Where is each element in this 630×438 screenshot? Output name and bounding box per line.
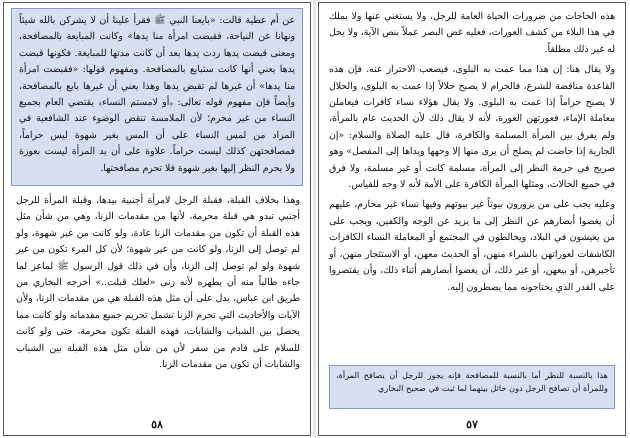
left-page [3,2,311,436]
body-paragraph: هذه الحاجات من ضرورات الحياة العامة للرجل، ولا يستغني عنها ولا يملك في هذا البلاء من كشف العورات، فعليه غض البصر عملاً بنص الآية، ولا يحل له غير ذلك مطلقاً. [329,11,615,55]
highlighted-passage-top [11,8,303,186]
page-number-right: ٥٧ [466,418,478,431]
right-page-body [329,9,615,300]
right-page [318,2,626,436]
left-page-body [16,193,300,373]
page-number-left: ٥٨ [151,418,163,431]
highlighted-paragraph: عن أم عطية قالت: «بايعنا النبي ﷺ فقرأ علينا أن لا يشركن بالله شيئاً ونهانا عن النياحة، فقبضت امرأة منا يدها» وكانت المبايعة بالمصافحة، ومعنى قبضت يدها ردت يدها بعد أن كانت مدتها للمبايعة. فكونها قبضت يدها يعني أنها كانت ستبايع بالمصافحة. ومفهوم قولها: «فقبضت امرأة منا يدها» أن غيرها لم تقبض يدها وهذا يعني أن غيرها بايع بالمصافحة، وأيضاً فإن مفهوم قوله تعالى: ﴿أو لامستم النساء﴾ يقتضي العام بجميع النساء من غير محرم؛ لأن الملامسة تنقض الوضوء عند الشافعية في المراد من لمس النساء على أن المس بغير شهوة ليس حراماً، فمصافحتهن كذلك ليست حراماً. علاوة على أن يد المرأة ليست بعورة ولا يحرم النظر إليها بغير شهوة فلا تحرم مصافحتها. [19,15,295,174]
body-paragraph: ولا يقال هنا: إن هذا مما عمت به البلوى، فيصعب الاحتراز عنه. فإن هذه القاعدة مناقضة للشرع، فالحرام لا يصبح حلالاً إذا عمت به البلوى، والحلال لا يصبح حراماً إذا عمت به البلوى. ولا يقال هؤلاء نساء كافرات فيعاملن معاملة الإماء، فعورتهن العورة، لأنه لا يقال ذلك لأن الحديث عام بالمرأة، ولم يفرق بين المرأة المسلمة والكافرة، قال عليه الصلاة والسلام: «إن الجارية إذا حاضت لم يصلح أن يرى منها إلا وجهها ويداها إلى المفصل» وهو صريح في حرمة النظر إلى المرأة، مسلمة كانت أو غير مسلمة، ولا فرق في جميع الحالات، ومثلها المرأة الكافرة على الأمة لأنه لا وجه للقياس. [329,64,615,191]
page-gutter [313,0,316,438]
body-paragraph: وعليه يجب على من يزورون بيوتاً غير بيوتهم وفيها نساء غير محارم، عليهم أن يغضوا أبصارهم عن النظر إلى ما يزيد عن الوجه والكفين، ويجب على من يعيشون في البلاد، ويخالطون في المجتمع أو المعاملة النساء الكافرات الكاشفات لعوراتهن بالشراء منهن، أو الحديث معهن، أو الاستئجار منهن، أو تأجيرهن، أو بيعهن، أو غير ذلك، أن يغضوا أبصارهم أثناء ذلك، وأن يقتصروا على القدر الذي يحتاجونه مما يضطرون إليه. [329,199,615,293]
highlighted-passage-bottom [329,365,615,409]
body-paragraph: وهذا بخلاف القبلة، فقبلة الرجل لامرأة أجنبية بيدها، وقبلة المرأة للرجل أجنبي تبدو هي قبلة محرمة، لأنها من مقدمات الزنا، وهي من شأن مثل هذه القبلة أن تكون من مقدمات الزنا عادة، ولو كانت من غير شهوة، ولو لم توصل إلى الزنا، ولو كانت من غير شهوة؛ لأن كل المرء تكون من غير شهوة ولو لم توصل إلى الزنا، وأن في ذلك قول الرسول ﷺ لماعز لما جاءه طالباً منه أن يطهره لأنه زنى «لعلك قبلت..» أخرجه البخاري من طريق ابن عباس، يدل على أن مثل هذه القبلة هي من مقدمات الزنا، ولأن الآيات والأحاديث التي تحرم الزنا تشمل تحريم جميع مقدماته ولو كانت مما يحصل بين الشباب والشابات، فهذه القبلة تكون محرمة، حتى ولو كانت للسلام على قادم من سفر لأن من شأن مثل هذه القبلة بين الشباب والشابات أن تكون من مقدمات الزنا. [16,195,300,371]
highlighted-paragraph: هذا بالنسبة للنظر أما بالنسبة للمصافحة فإنه يجوز للرجل أن يصافح المرأة، وللمرأة أن تصافح الرجل دون حائل بينهما لما ثبت في صحيح البخاري [336,370,608,394]
